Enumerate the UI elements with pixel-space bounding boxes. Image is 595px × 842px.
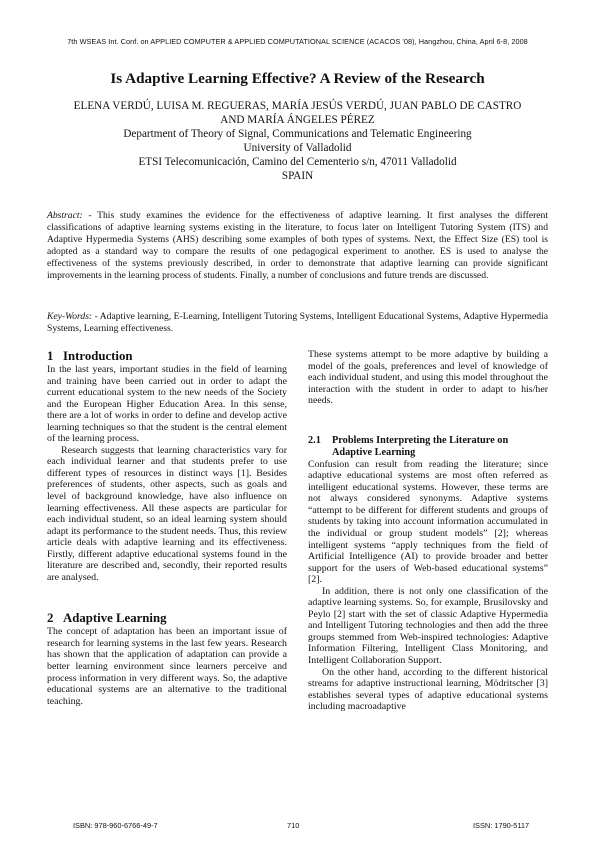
keywords (47, 311, 548, 335)
footer-issn: ISSN: 1790-5117 (473, 821, 530, 830)
abstract-text: - This study examines the evidence for the effectiveness of adaptive learning. It first analyses the different classifications of adaptive learning systems existing in the literature, to focus later on Intelligent Tutoring System (ITS) and Adaptive Hypermedia Systems (AHS) describing some examples of both types of systems. Next, the Effect Size (ES) tool is adopted as a standard way to compare the results of one pedagogical experiment to another. ES is used to analyse the effectiveness of the systems previously described, in order to demonstrate that adaptive learning can provide significant improvements in the learning process of students. Finally, a number of conclusions and future trends are discussed. (47, 210, 548, 281)
section-2-title: Adaptive Learning (63, 611, 167, 626)
department: Department of Theory of Signal, Communications and Telematic Engineering (123, 128, 472, 140)
right-column (308, 349, 548, 713)
section-2-paragraph-1: The concept of adaptation has been an important issue of research for learning systems in the last few years. Research has shown that the application of adaptation can provide a better learning environment since learners perceive and process information in very different ways. So, the adaptive educational systems are an alternative to the traditional teaching. (47, 626, 287, 707)
left-column (47, 349, 287, 707)
keywords-text: - Adaptive learning, E-Learning, Intelligent Tutoring Systems, Intelligent Educational Systems, Adaptive Hypermedia Systems, Learning effectiveness. (47, 311, 548, 334)
section-2-heading (47, 611, 287, 626)
address: ETSI Telecomunicación, Camino del Cementerio s/n, 47011 Valladolid (138, 156, 457, 168)
country: SPAIN (281, 170, 314, 182)
subsection-2-1-heading (308, 435, 548, 459)
authors-line-2: AND MARÍA ÁNGELES PÉREZ (220, 114, 375, 126)
subsection-2-1-paragraph-2: In addition, there is not only one classification of the adaptive learning systems. So, for example, Brusilovsky and Peylo [2] start with the set of classic Adaptive Hypermedia and Intelligent Tutoring technologies and then add the three groups stemmed from Web-inspired technologies: Adaptive Information Filtering, Intelligent Class Monitoring, and Intelligent Collaboration Support. (308, 585, 548, 667)
section-1-number: 1 (47, 349, 54, 363)
section-2-paragraph-1-continued: These systems attempt to be more adaptive by building a model of the goals, preferences and level of knowledge of each individual student, and using this model throughout the interaction with the student in order to adapt to his/her needs. (308, 349, 548, 407)
subsection-2-1-title-line-1: Problems Interpreting the Literature on (332, 434, 509, 446)
section-1-title: Introduction (63, 349, 133, 363)
subsection-2-1-number: 2.1 (308, 434, 321, 446)
footer-page-number: 710 (287, 821, 300, 830)
section-1-paragraph-2: Research suggests that learning characteristics vary for each individual learner and that students prefer to use different types of resources in distinct ways [1]. Besides preferences of students, other aspects, such as goals and level of background knowledge, have also influence on learning effectiveness. All these aspects are particular for each individual student, so an ideal learning system should adapt its performance to the student needs. Thus, this review article deals with adaptive learning and its effectiveness. Firstly, different adaptive educational systems found in the literature are described and, secondly, their reported results are analysed. (47, 444, 287, 583)
subsection-2-1-title-line-2: Adaptive Learning (332, 446, 416, 458)
author-block (40, 99, 555, 183)
section-1-heading (47, 349, 287, 364)
section-2-number: 2 (47, 611, 54, 626)
section-1-paragraph-1: In the last years, important studies in the field of learning and training have been carried out in order to adapt the current educational system to the new needs of the Society and the European Higher Education Area. In this sense, there are a lot of works in order to define and develop active learning techniques so that the student is the central element of the learning process. (47, 364, 287, 445)
abstract-label: Abstract: (47, 210, 83, 221)
authors-line-1: ELENA VERDÚ, LUISA M. REGUERAS, MARÍA JESÚS VERDÚ, JUAN PABLO DE CASTRO (73, 100, 522, 112)
keywords-label: Key-Words: (47, 311, 93, 322)
university: University of Valladolid (243, 142, 352, 154)
conference-header: 7th WSEAS Int. Conf. on APPLIED COMPUTER & APPLIED COMPUTATIONAL SCIENCE (ACACOS '08), Hangzhou, China, April 6-8, 2008 (67, 37, 528, 46)
paper-title: Is Adaptive Learning Effective? A Review of the Research (110, 70, 485, 87)
subsection-2-1-paragraph-1: Confusion can result from reading the literature; since adaptive educational systems are most often referred as intelligent educational systems. However, these terms are not always considered synonyms. Adaptive systems “attempt to be different for different students and groups of students by taking into account information accumulated in the individual or group student models” [2]; whereas intelligent systems “apply techniques from the field of Artificial Intelligence (AI) to provide broader and better support for the users of Web-based educational systems” [2]. (308, 458, 548, 586)
subsection-2-1-paragraph-3: On the other hand, according to the different historical streams for adaptive instructional learning, Mödritscher [3] establishes several types of adaptive educational systems including macroadaptive (308, 666, 548, 713)
footer-isbn: ISBN: 978-960-6766-49-7 (73, 821, 158, 830)
abstract (47, 210, 548, 282)
